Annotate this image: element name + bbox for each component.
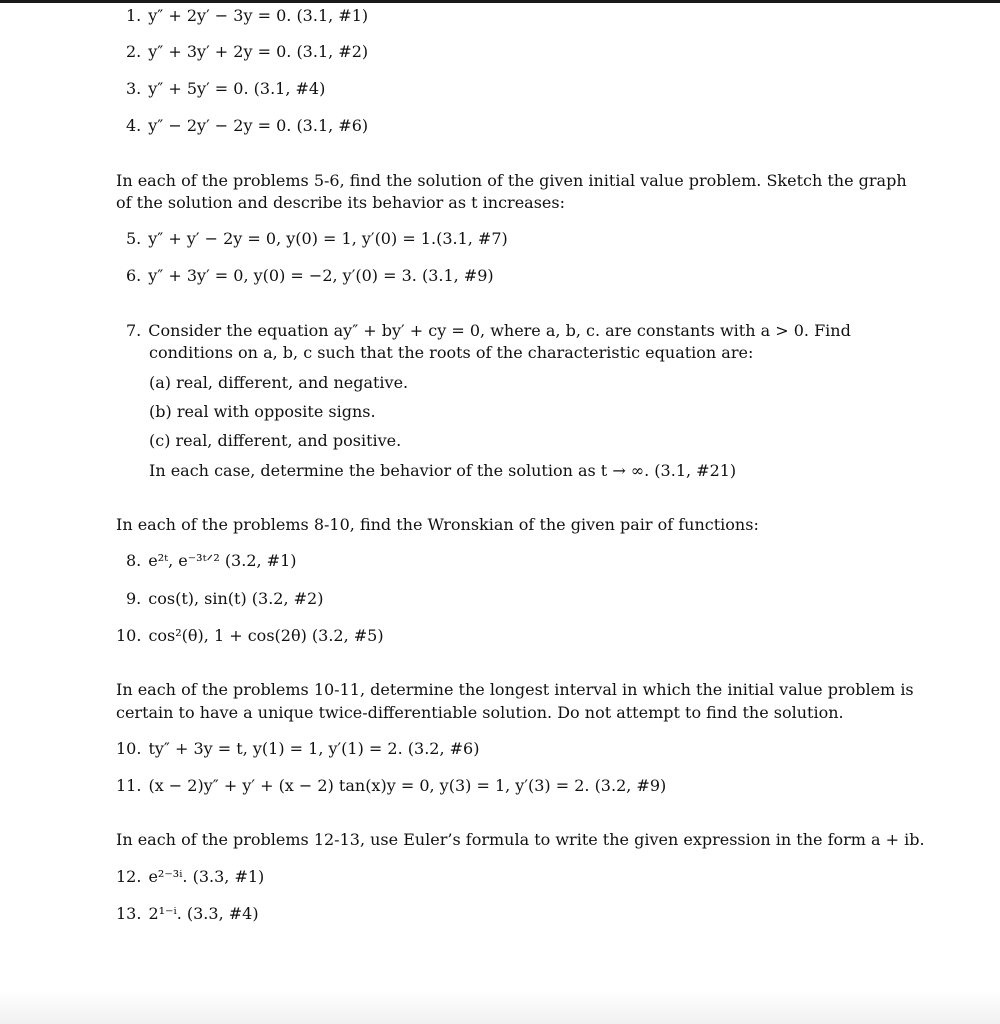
page-bottom-edge <box>0 990 1000 1024</box>
problem-number: 10. <box>116 739 142 758</box>
problem-number: 13. <box>116 904 142 923</box>
problem-number: 5. <box>126 229 142 248</box>
problem-number: 2. <box>126 42 142 61</box>
problem-10b <box>116 739 479 761</box>
intro-interval-line-2: certain to have a unique twice-differentiable solution. Do not attempt to find the solution. <box>116 703 844 722</box>
intro-wronskian: In each of the problems 8-10, find the Wronskian of the given pair of functions: <box>116 515 759 534</box>
problem-text: y″ − 2y′ − 2y = 0. (3.1, #6) <box>148 116 369 135</box>
problem-7-line-2: conditions on a, b, c such that the roots of the characteristic equation are: <box>149 343 754 362</box>
problem-text: e²⁻³ⁱ. (3.3, #1) <box>148 867 265 886</box>
intro-euler: In each of the problems 12-13, use Euler’s formula to write the given expression in the form a + ib. <box>116 830 925 849</box>
problem-12 <box>116 867 264 889</box>
problem-1 <box>126 6 368 28</box>
problem-number: 8. <box>126 551 142 570</box>
problem-text: y″ + 3y′ = 0, y(0) = −2, y′(0) = 3. (3.1, #9) <box>148 266 494 285</box>
problem-text: cos(t), sin(t) (3.2, #2) <box>148 589 324 608</box>
problem-9 <box>126 589 323 611</box>
problem-10a <box>116 626 384 648</box>
problem-text: e²ᵗ, e⁻³ᵗᐟ² (3.2, #1) <box>148 551 297 570</box>
problem-number: 6. <box>126 266 142 285</box>
problem-11 <box>116 776 666 798</box>
problem-text: y″ + 2y′ − 3y = 0. (3.1, #1) <box>148 6 369 25</box>
problem-number: 3. <box>126 79 142 98</box>
problem-text: 2¹⁻ⁱ. (3.3, #4) <box>148 904 259 923</box>
problem-text: Consider the equation ay″ + by′ + cy = 0, where a, b, c. are constants with a > 0. Find <box>148 321 851 340</box>
problem-13 <box>116 904 259 926</box>
intro-ivp-line-2: of the solution and describe its behavior as t increases: <box>116 193 565 212</box>
problem-number: 4. <box>126 116 142 135</box>
intro-interval-line-1: In each of the problems 10-11, determine the longest interval in which the initial value problem is <box>116 680 914 699</box>
problem-4 <box>126 116 368 138</box>
problem-number: 9. <box>126 589 142 608</box>
problem-7-line-1 <box>126 321 882 343</box>
problem-8 <box>126 551 297 573</box>
intro-ivp-line-1: In each of the problems 5-6, find the solution of the given initial value problem. Sketch the graph <box>116 171 907 190</box>
top-border <box>0 0 1000 3</box>
problem-text: ty″ + 3y = t, y(1) = 1, y′(1) = 2. (3.2, #6) <box>148 739 480 758</box>
problem-3 <box>126 79 325 101</box>
problem-7-part-a: (a) real, different, and negative. <box>149 373 409 392</box>
problem-number: 12. <box>116 867 142 886</box>
problem-7-closing: In each case, determine the behavior of the solution as t → ∞. (3.1, #21) <box>149 461 737 480</box>
problem-text: y″ + 3y′ + 2y = 0. (3.1, #2) <box>148 42 369 61</box>
problem-text: (x − 2)y″ + y′ + (x − 2) tan(x)y = 0, y(3) = 1, y′(3) = 2. (3.2, #9) <box>148 776 667 795</box>
problem-6 <box>126 266 494 288</box>
problem-5 <box>126 229 508 251</box>
problem-7-part-b: (b) real with opposite signs. <box>149 402 376 421</box>
problem-number: 11. <box>116 776 142 795</box>
problem-2 <box>126 42 368 64</box>
problem-number: 10. <box>116 626 142 645</box>
problem-text: cos²(θ), 1 + cos(2θ) (3.2, #5) <box>148 626 384 645</box>
problem-number: 1. <box>126 6 142 25</box>
problem-number: 7. <box>126 321 142 340</box>
problem-7-part-c: (c) real, different, and positive. <box>149 431 402 450</box>
problem-text: y″ + 5y′ = 0. (3.1, #4) <box>148 79 326 98</box>
problem-text: y″ + y′ − 2y = 0, y(0) = 1, y′(0) = 1.(3.1, #7) <box>148 229 508 248</box>
